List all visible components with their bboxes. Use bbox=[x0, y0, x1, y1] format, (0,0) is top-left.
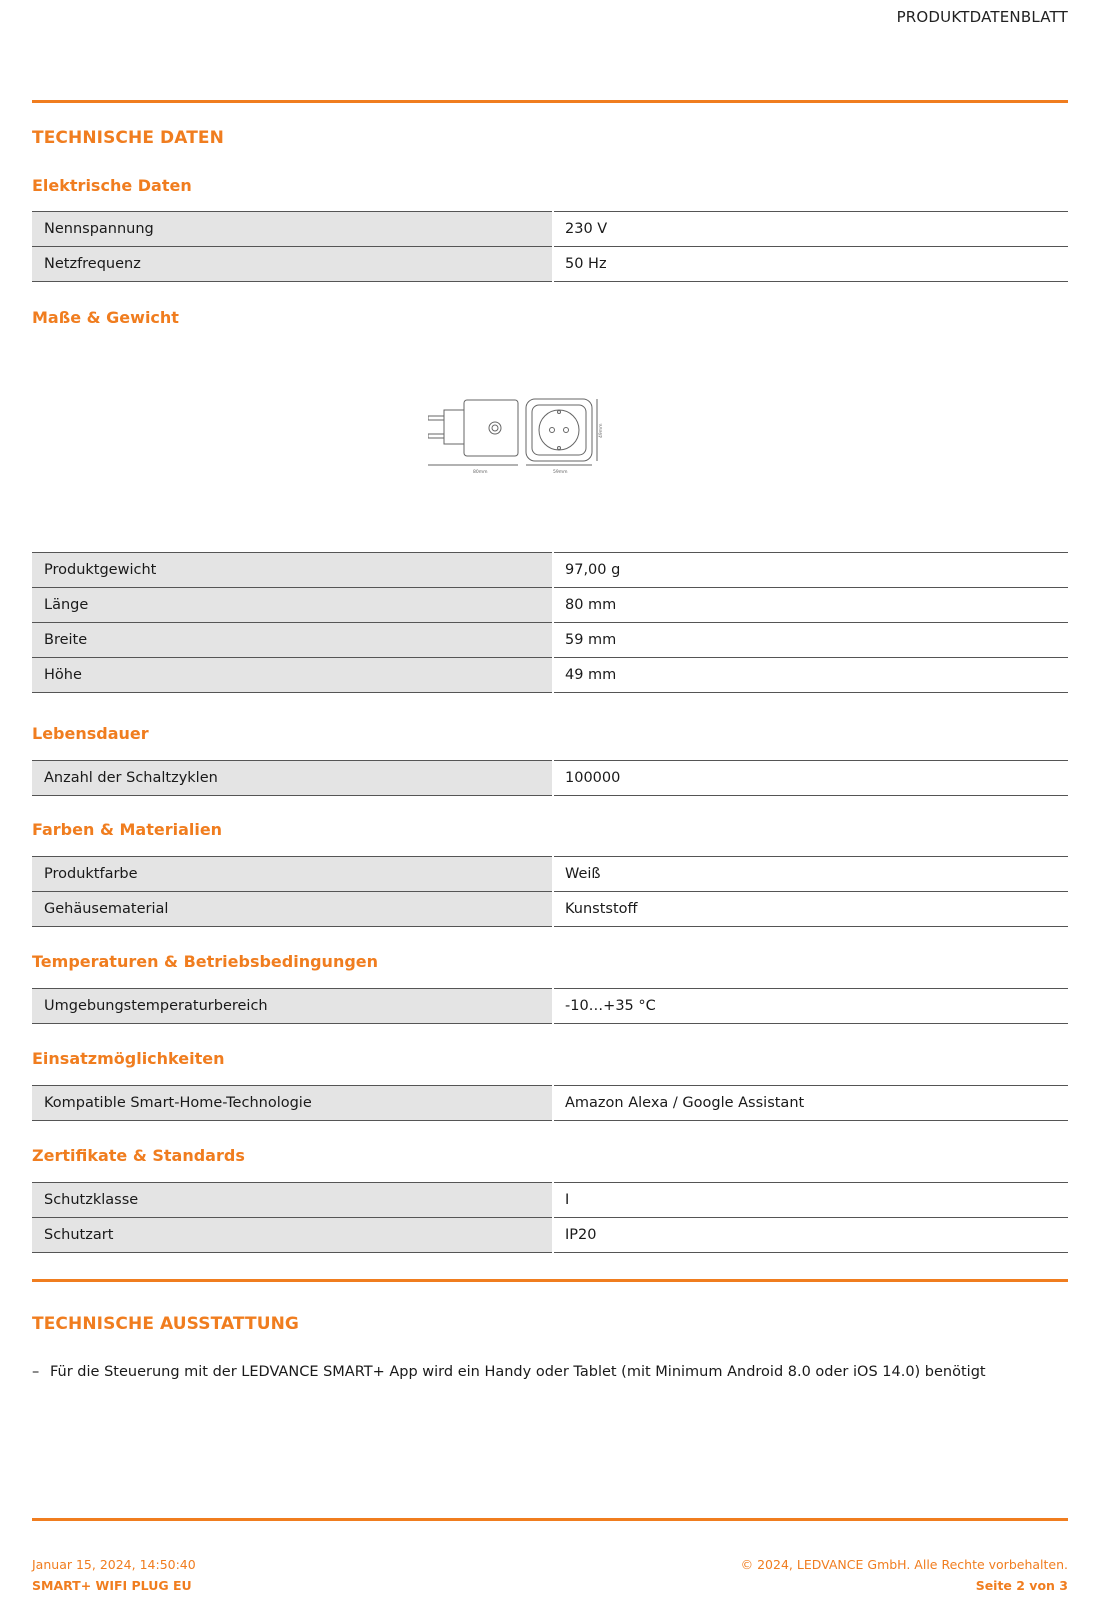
dimension-label-length: 80mm bbox=[473, 470, 488, 474]
table-row bbox=[32, 1218, 1068, 1253]
row-value: -10…+35 °C bbox=[553, 989, 1068, 1024]
list-item bbox=[32, 1364, 986, 1380]
row-label: Kompatible Smart-Home-Technologie bbox=[32, 1086, 553, 1121]
table-row bbox=[32, 623, 1068, 658]
document-type-label: PRODUKTDATENBLATT bbox=[896, 8, 1068, 26]
table-row bbox=[32, 989, 1068, 1024]
bullet-dash-icon: – bbox=[32, 1364, 40, 1380]
row-label: Länge bbox=[32, 588, 553, 623]
product-dimension-drawing bbox=[428, 398, 604, 474]
temperatures-table bbox=[32, 988, 1068, 1024]
list-item-text: Für die Steuerung mit der LEDVANCE SMART+ App wird ein Handy oder Tablet (mit Minimum Android 8.0 oder iOS 14.0) benötigt bbox=[50, 1364, 986, 1380]
row-value: Weiß bbox=[553, 857, 1068, 892]
colors-materials-table bbox=[32, 856, 1068, 927]
row-value: 80 mm bbox=[553, 588, 1068, 623]
table-row bbox=[32, 892, 1068, 927]
table-row bbox=[32, 1086, 1068, 1121]
footer-date: Januar 15, 2024, 14:50:40 bbox=[32, 1557, 196, 1572]
plug-base bbox=[444, 410, 464, 444]
footer-copyright: © 2024, LEDVANCE GmbH. Alle Rechte vorbehalten. bbox=[740, 1557, 1068, 1572]
row-value: Amazon Alexa / Google Assistant bbox=[553, 1086, 1068, 1121]
footer-page-number: Seite 2 von 3 bbox=[975, 1578, 1068, 1593]
table-row bbox=[32, 1183, 1068, 1218]
row-label: Netzfrequenz bbox=[32, 247, 553, 282]
row-value: I bbox=[553, 1183, 1068, 1218]
row-label: Produktfarbe bbox=[32, 857, 553, 892]
table-row bbox=[32, 761, 1068, 796]
section-title-technical-data: TECHNISCHE DATEN bbox=[32, 128, 224, 148]
row-label: Umgebungstemperaturbereich bbox=[32, 989, 553, 1024]
footer-right bbox=[741, 1554, 1068, 1596]
subsection-title-lifetime: Lebensdauer bbox=[32, 724, 149, 743]
lifetime-table bbox=[32, 760, 1068, 796]
socket-icon bbox=[539, 410, 579, 450]
top-divider bbox=[32, 100, 1068, 103]
certificates-table bbox=[32, 1182, 1068, 1253]
table-row bbox=[32, 212, 1068, 247]
plug-body-front bbox=[526, 399, 592, 461]
row-label: Nennspannung bbox=[32, 212, 553, 247]
row-value: Kunststoff bbox=[553, 892, 1068, 927]
row-label: Gehäusematerial bbox=[32, 892, 553, 927]
section-title-technical-equipment: TECHNISCHE AUSSTATTUNG bbox=[32, 1314, 299, 1334]
table-row bbox=[32, 553, 1068, 588]
row-value: 50 Hz bbox=[553, 247, 1068, 282]
middle-divider bbox=[32, 1279, 1068, 1282]
dimensions-table bbox=[32, 552, 1068, 693]
table-row bbox=[32, 247, 1068, 282]
row-label: Schutzklasse bbox=[32, 1183, 553, 1218]
row-label: Schutzart bbox=[32, 1218, 553, 1253]
row-value: IP20 bbox=[553, 1218, 1068, 1253]
row-label: Anzahl der Schaltzyklen bbox=[32, 761, 553, 796]
footer-product-name: SMART+ WIFI PLUG EU bbox=[32, 1578, 192, 1593]
row-label: Produktgewicht bbox=[32, 553, 553, 588]
table-row bbox=[32, 658, 1068, 693]
row-value: 100000 bbox=[553, 761, 1068, 796]
table-row bbox=[32, 857, 1068, 892]
plug-pin bbox=[428, 434, 444, 438]
row-label: Breite bbox=[32, 623, 553, 658]
subsection-title-temperatures: Temperaturen & Betriebsbedingungen bbox=[32, 952, 379, 971]
subsection-title-certificates: Zertifikate & Standards bbox=[32, 1146, 245, 1165]
dimension-label-width: 59mm bbox=[553, 470, 568, 474]
electrical-data-table bbox=[32, 211, 1068, 282]
applications-table bbox=[32, 1085, 1068, 1121]
footer-left bbox=[32, 1554, 196, 1596]
row-value: 59 mm bbox=[553, 623, 1068, 658]
row-value: 97,00 g bbox=[553, 553, 1068, 588]
row-value: 49 mm bbox=[553, 658, 1068, 693]
table-row bbox=[32, 588, 1068, 623]
row-value: 230 V bbox=[553, 212, 1068, 247]
dimension-label-height: 49mm bbox=[599, 423, 604, 438]
row-label: Höhe bbox=[32, 658, 553, 693]
subsection-title-electrical: Elektrische Daten bbox=[32, 176, 192, 195]
button-icon bbox=[489, 422, 501, 434]
plug-pin bbox=[428, 416, 444, 420]
subsection-title-applications: Einsatzmöglichkeiten bbox=[32, 1049, 225, 1068]
plug-body-side bbox=[464, 400, 518, 456]
footer-divider bbox=[32, 1518, 1068, 1521]
subsection-title-dimensions: Maße & Gewicht bbox=[32, 308, 179, 327]
subsection-title-colors-materials: Farben & Materialien bbox=[32, 820, 223, 839]
